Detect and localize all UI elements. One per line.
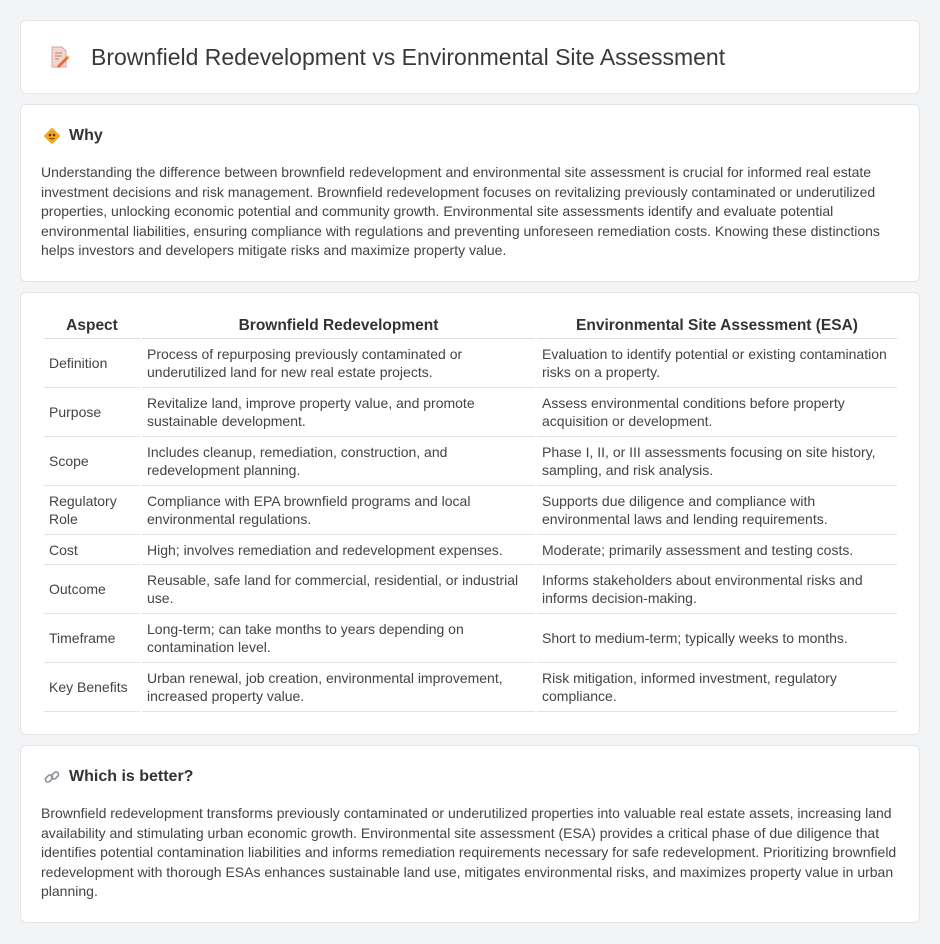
- table-row: [44, 388, 897, 437]
- row-esa: Informs stakeholders about environmental risks and informs decision-making.: [537, 565, 897, 614]
- row-brownfield: High; involves remediation and redevelopment expenses.: [142, 535, 535, 565]
- table-row: [44, 339, 897, 388]
- row-esa: Moderate; primarily assessment and testing costs.: [537, 535, 897, 565]
- row-aspect: Cost: [44, 535, 140, 565]
- row-brownfield: Includes cleanup, remediation, construction, and redevelopment planning.: [142, 437, 535, 486]
- why-body: Understanding the difference between brownfield redevelopment and environmental site assessment is crucial for informed real estate investment decisions and risk management. Brownfield redevelopment focuses on revitalizing previously contaminated or underutilized properties, unlocking economic potential and community growth. Environmental site assessments identify and evaluate potential environmental liabilities, ensuring compliance with regulations and preventing unforeseen remediation costs. Knowing these distinctions helps investors and developers mitigate risks and maximize property value.: [41, 164, 880, 259]
- row-esa: Short to medium-term; typically weeks to months.: [537, 614, 897, 663]
- table-row: [44, 437, 897, 486]
- comparison-table: [42, 313, 899, 712]
- row-aspect: Purpose: [44, 388, 140, 437]
- row-brownfield: Process of repurposing previously contaminated or underutilized land for new real estate projects.: [142, 339, 535, 388]
- row-brownfield: Compliance with EPA brownfield programs and local environmental regulations.: [142, 486, 535, 535]
- row-esa: Assess environmental conditions before property acquisition or development.: [537, 388, 897, 437]
- row-brownfield: Long-term; can take months to years depending on contamination level.: [142, 614, 535, 663]
- table-header-row: [44, 313, 897, 339]
- row-aspect: Outcome: [44, 565, 140, 614]
- why-section: [20, 104, 920, 282]
- header-brownfield: Brownfield Redevelopment: [142, 313, 535, 339]
- row-brownfield: Revitalize land, improve property value, and promote sustainable development.: [142, 388, 535, 437]
- diamond-sign-icon: [43, 127, 61, 145]
- row-aspect: Regulatory Role: [44, 486, 140, 535]
- comparison-table-card: [20, 292, 920, 735]
- page-title: Brownfield Redevelopment vs Environmental Site Assessment: [91, 43, 726, 70]
- title-card: [20, 20, 920, 94]
- table-row: [44, 486, 897, 535]
- row-esa: Evaluation to identify potential or existing contamination risks on a property.: [537, 339, 897, 388]
- document-pencil-icon: [47, 45, 71, 69]
- row-brownfield: Urban renewal, job creation, environmental improvement, increased property value.: [142, 663, 535, 712]
- row-aspect: Key Benefits: [44, 663, 140, 712]
- which-is-better-section: [20, 745, 920, 923]
- header-esa: Environmental Site Assessment (ESA): [537, 313, 897, 339]
- why-heading: Why: [69, 127, 103, 144]
- row-aspect: Scope: [44, 437, 140, 486]
- table-row: [44, 565, 897, 614]
- better-body: Brownfield redevelopment transforms previously contaminated or underutilized properties into valuable real estate assets, increasing land availability and stimulating urban economic growth. Environmental site assessment (ESA) provides a critical phase of due diligence that identifies potential contamination liabilities and informs remediation requirements necessary for safe redevelopment. Prioritizing brownfield redevelopment with thorough ESAs enhances sustainable land use, mitigates environmental risks, and maximizes property value in urban planning.: [41, 805, 897, 900]
- link-icon: [43, 768, 61, 786]
- title-row: [21, 21, 919, 93]
- why-heading-row: [43, 127, 103, 145]
- table-row: [44, 663, 897, 712]
- table-row: [44, 614, 897, 663]
- row-aspect: Definition: [44, 339, 140, 388]
- row-esa: Risk mitigation, informed investment, regulatory compliance.: [537, 663, 897, 712]
- header-aspect: Aspect: [44, 313, 140, 339]
- row-esa: Supports due diligence and compliance with environmental laws and lending requirements.: [537, 486, 897, 535]
- row-esa: Phase I, II, or III assessments focusing on site history, sampling, and risk analysis.: [537, 437, 897, 486]
- better-heading-row: [43, 768, 193, 786]
- table-row: [44, 535, 897, 565]
- row-brownfield: Reusable, safe land for commercial, residential, or industrial use.: [142, 565, 535, 614]
- better-heading: Which is better?: [69, 768, 194, 785]
- row-aspect: Timeframe: [44, 614, 140, 663]
